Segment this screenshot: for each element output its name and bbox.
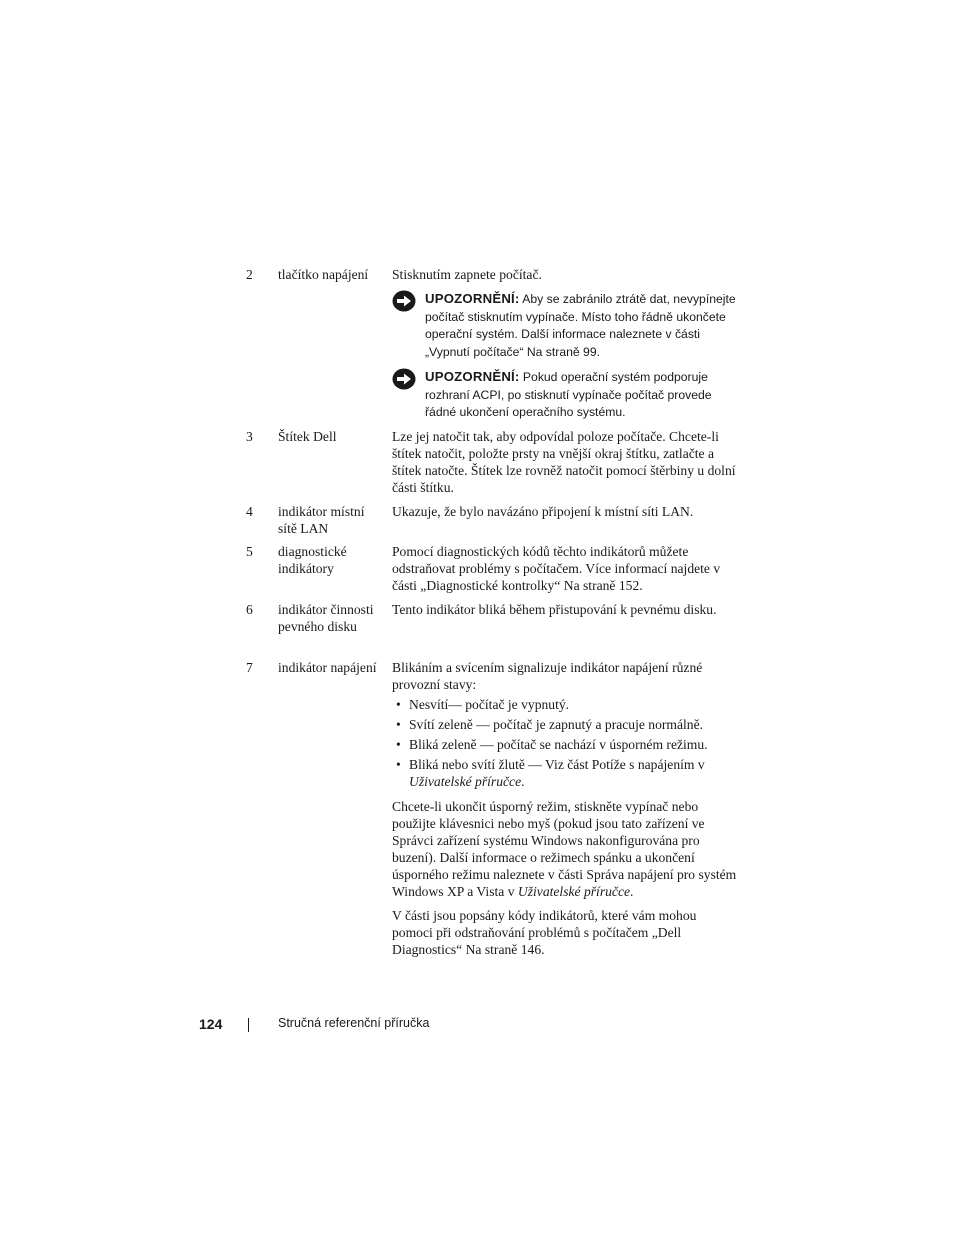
bullet-dot: • [396, 737, 401, 752]
notice-text [425, 290, 740, 361]
row-description: Ukazuje, že bylo navázáno připojení k místní síti LAN. [392, 504, 694, 519]
row-label: diagnostické indikátory [278, 544, 347, 576]
notice-arrow-icon [392, 368, 416, 390]
row-number: 2 [246, 267, 253, 282]
paragraph [392, 798, 737, 900]
row-label: indikátor činnosti pevného disku [278, 602, 374, 634]
row-description: Lze jej natočit tak, aby odpovídal poloze počítače. Chcete-li štítek natočit, položte prsty na vnější okraj štítku, zatlačte a štítek natočte. Štítek lze rovněž natočit pomocí štěrbiny u dolní části štítku. [392, 429, 736, 495]
list-item-text: Nesvítí— počítač je vypnutý. [409, 697, 570, 712]
row-label: indikátor místní sítě LAN [278, 504, 365, 536]
list-item-text: Bliká zeleně — počítač se nachází v úsporném režimu. [409, 737, 708, 752]
row-description: Tento indikátor bliká během přistupování k pevnému disku. [392, 602, 717, 617]
list-item-end: . [521, 774, 525, 789]
notice-body: Pokud operační systém podporuje rozhraní ACPI, po stisknutí vypínače počítač provede řádné ukončení operačního systému. [425, 370, 712, 419]
row-label: Štítek Dell [278, 429, 337, 444]
row-description: Stisknutím zapnete počítač. [392, 267, 542, 282]
bullet-list [392, 696, 737, 790]
notice-label: UPOZORNĚNÍ: [425, 369, 520, 384]
list-item [392, 736, 737, 753]
footer-divider [248, 1018, 249, 1032]
list-item [392, 716, 737, 733]
row-description: Blikáním a svícením signalizuje indikátor napájení různé provozní stavy: [392, 660, 703, 692]
list-item-text: Svítí zeleně — počítač je zapnutý a pracuje normálně. [409, 717, 704, 732]
page-number: 124 [199, 1016, 223, 1032]
paragraph-text: V části jsou popsány kódy indikátorů, které vám mohou pomoci při odstraňování problémů s počítačem „Dell Diagnostics“ Na straně 146. [392, 908, 697, 957]
list-item-text: Bliká nebo svítí žlutě — Viz část Potíže s napájením v [409, 757, 705, 772]
notice-label: UPOZORNĚNÍ: [425, 291, 520, 306]
row-label: tlačítko napájení [278, 267, 369, 282]
list-item [392, 756, 737, 790]
row-number: 7 [246, 660, 253, 675]
notice-arrow-icon [392, 290, 416, 312]
row-number: 3 [246, 429, 253, 444]
notice-body: Aby se zabránilo ztrátě dat, nevypínejte počítač stisknutím vypínače. Místo toho řádně ukončete operační systém. Další informace naleznete v části „Vypnutí počítače“ Na straně 99. [425, 292, 736, 359]
manual-title: Uživatelské příručce [409, 774, 522, 789]
bullet-dot: • [396, 697, 401, 712]
paragraph-end: . [630, 884, 634, 899]
manual-title: Uživatelské příručce [517, 884, 631, 899]
row-label: indikátor napájení [278, 660, 377, 675]
paragraph [392, 907, 737, 958]
footer-title: Stručná referenční příručka [278, 1016, 430, 1030]
row-description: Pomocí diagnostických kódů těchto indikátorů můžete odstraňovat problémy s počítačem. Více informací najdete v části „Diagnostické kontrolky“ Na straně 152. [392, 544, 721, 593]
row-number: 6 [246, 602, 253, 617]
row-number: 5 [246, 544, 253, 559]
row-number: 4 [246, 504, 253, 519]
notice-text [425, 368, 740, 422]
list-item [392, 696, 737, 713]
paragraph-text: Chcete-li ukončit úsporný režim, stiskněte vypínač nebo použijte klávesnici nebo myš (pokud jsou tato zařízení ve Správci zařízení systému Windows nakonfigurována pro buzení). Další informace o režimech spánku a ukončení úsporného režimu naleznete v části Správa napájení pro systém Windows XP a Vista v [392, 799, 737, 899]
bullet-dot: • [396, 757, 401, 772]
bullet-dot: • [396, 717, 401, 732]
